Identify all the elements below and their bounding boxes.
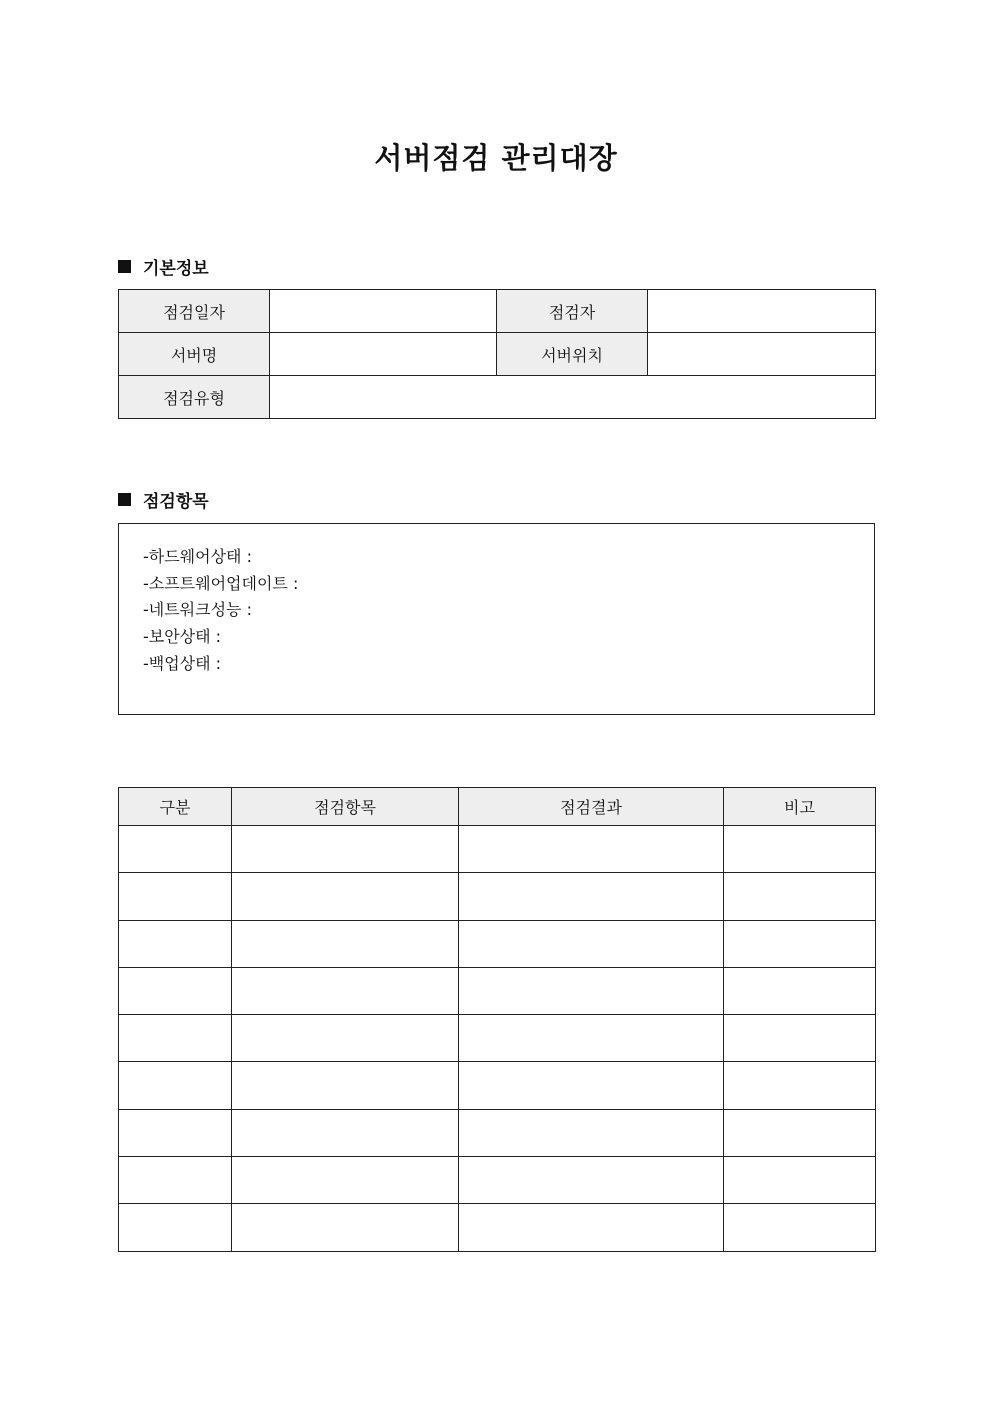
check-items-box[interactable] <box>118 523 875 715</box>
inspector-field[interactable] <box>648 290 876 333</box>
item-cell[interactable] <box>232 873 459 920</box>
table-header-row <box>119 788 876 826</box>
item-cell[interactable] <box>232 1015 459 1062</box>
column-header-remarks: 비고 <box>724 788 876 826</box>
server-location-label: 서버위치 <box>497 333 648 376</box>
item-cell[interactable] <box>232 1157 459 1204</box>
category-cell[interactable] <box>119 1062 232 1109</box>
section-heading-check-items <box>118 487 209 512</box>
table-row <box>119 290 876 333</box>
result-cell[interactable] <box>459 1157 724 1204</box>
table-row <box>119 1062 876 1109</box>
results-table <box>118 787 876 1252</box>
table-row <box>119 920 876 967</box>
category-cell[interactable] <box>119 920 232 967</box>
server-location-field[interactable] <box>648 333 876 376</box>
result-cell[interactable] <box>459 826 724 873</box>
remarks-cell[interactable] <box>724 826 876 873</box>
remarks-cell[interactable] <box>724 873 876 920</box>
check-item-network: -네트워크성능 : <box>143 600 252 620</box>
inspection-date-field[interactable] <box>270 290 497 333</box>
result-cell[interactable] <box>459 1062 724 1109</box>
column-header-item: 점검항목 <box>232 788 459 826</box>
remarks-cell[interactable] <box>724 1062 876 1109</box>
table-row <box>119 1015 876 1062</box>
section-heading-basic-info <box>118 254 209 279</box>
remarks-cell[interactable] <box>724 920 876 967</box>
check-item-hardware: -하드웨어상태 : <box>143 547 252 566</box>
column-header-result: 점검결과 <box>459 788 724 826</box>
table-row <box>119 1157 876 1204</box>
table-row <box>119 1204 876 1251</box>
square-bullet-icon <box>118 260 131 273</box>
table-row <box>119 1109 876 1156</box>
results-table-body <box>119 826 876 1252</box>
check-item-software-update: -소프트웨어업데이트 : <box>143 573 299 593</box>
result-cell[interactable] <box>459 1109 724 1156</box>
remarks-cell[interactable] <box>724 1157 876 1204</box>
square-bullet-icon <box>118 493 131 506</box>
category-cell[interactable] <box>119 826 232 873</box>
inspector-label: 점검자 <box>497 290 648 333</box>
remarks-cell[interactable] <box>724 1015 876 1062</box>
category-cell[interactable] <box>119 873 232 920</box>
result-cell[interactable] <box>459 1015 724 1062</box>
table-row <box>119 333 876 376</box>
result-cell[interactable] <box>459 1204 724 1251</box>
check-item-security: -보안상태 : <box>143 627 222 647</box>
item-cell[interactable] <box>232 1109 459 1156</box>
remarks-cell[interactable] <box>724 1109 876 1156</box>
category-cell[interactable] <box>119 967 232 1014</box>
server-name-label: 서버명 <box>119 333 270 376</box>
remarks-cell[interactable] <box>724 967 876 1014</box>
table-row <box>119 967 876 1014</box>
category-cell[interactable] <box>119 1157 232 1204</box>
section-heading-label: 기본정보 <box>143 259 209 279</box>
inspection-date-label: 점검일자 <box>119 290 270 333</box>
server-name-field[interactable] <box>270 333 497 376</box>
section-heading-label: 점검항목 <box>143 492 209 512</box>
category-cell[interactable] <box>119 1015 232 1062</box>
column-header-category: 구분 <box>119 788 232 826</box>
table-row <box>119 873 876 920</box>
remarks-cell[interactable] <box>724 1204 876 1251</box>
item-cell[interactable] <box>232 967 459 1014</box>
item-cell[interactable] <box>232 1062 459 1109</box>
result-cell[interactable] <box>459 920 724 967</box>
category-cell[interactable] <box>119 1204 232 1251</box>
inspection-type-label: 점검유형 <box>119 376 270 419</box>
category-cell[interactable] <box>119 1109 232 1156</box>
inspection-type-field[interactable] <box>270 376 876 419</box>
item-cell[interactable] <box>232 920 459 967</box>
basic-info-table <box>118 289 876 419</box>
table-row <box>119 376 876 419</box>
item-cell[interactable] <box>232 1204 459 1251</box>
table-row <box>119 826 876 873</box>
result-cell[interactable] <box>459 873 724 920</box>
result-cell[interactable] <box>459 967 724 1014</box>
page-title: 서버점검 관리대장 <box>374 141 618 175</box>
check-item-backup: -백업상태 : <box>143 653 222 673</box>
item-cell[interactable] <box>232 826 459 873</box>
